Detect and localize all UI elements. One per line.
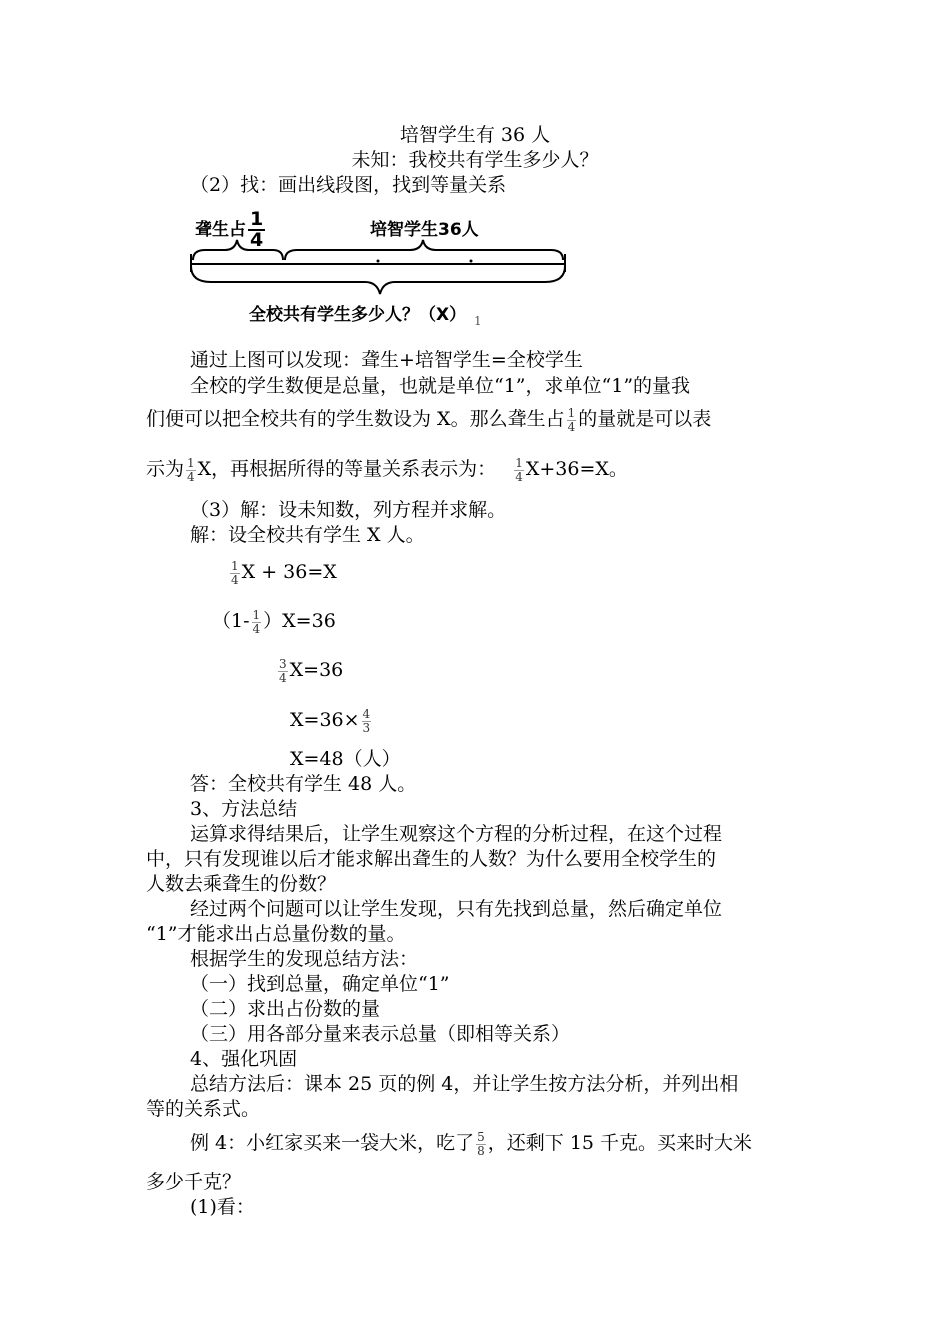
let-statement: 解：设全校共有学生 X 人。 [190, 524, 425, 546]
fraction-den: 4 [515, 469, 523, 484]
fraction-4-3 [362, 708, 372, 735]
summary-p1-l1: 运算求得结果后，让学生观察这个方程的分析过程，在这个过程 [190, 823, 723, 845]
equation-3-rest: X=36 [289, 659, 344, 681]
analysis-line-3 [146, 452, 628, 486]
analysis-line-2-a: 们便可以把全校共有的学生数设为 X。那么聋生占 [146, 408, 565, 430]
summary-p1-l3: 人数去乘聋生的份数？ [146, 873, 337, 895]
known-info: 培智学生有 36 人 [399, 124, 551, 146]
step2-heading: （2）找：画出线段图，找到等量关系 [190, 174, 507, 196]
equation-2-a: （1- [212, 610, 250, 632]
fraction-den: 8 [477, 1143, 485, 1158]
analysis-line-3-c: X+36=X。 [525, 458, 628, 480]
fraction-num: 1 [515, 455, 523, 470]
segment-dot [377, 260, 380, 263]
answer: 答：全校共有学生 48 人。 [190, 773, 417, 795]
reinforce-p1-l1: 总结方法后：课本 25 页的例 4，并让学生按方法分析，并列出相 [190, 1073, 739, 1095]
look-step: (1)看： [190, 1196, 255, 1218]
deaf-label: 聋生占 [195, 220, 246, 240]
total-label: 全校共有学生多少人？（X） [249, 305, 467, 325]
reinforce-p1-l2: 等的关系式。 [146, 1098, 261, 1120]
equation-2-b: ）X=36 [263, 610, 336, 632]
fraction-num: 1 [231, 558, 239, 573]
stray-mark: 1 [474, 314, 482, 328]
segment-dot [470, 260, 473, 263]
example-4-line-1 [190, 1126, 752, 1160]
fraction-num: 4 [362, 706, 371, 721]
fraction-1-4 [514, 457, 524, 484]
method-3: （三）用各部分量来表示总量（即相等关系） [190, 1023, 571, 1045]
summary-p3: 根据学生的发现总结方法： [190, 948, 419, 970]
line-segment-diagram [185, 202, 575, 332]
equation-1-rest: X + 36=X [241, 561, 337, 583]
deaf-fraction-den: 4 [250, 229, 264, 251]
equation-4 [290, 703, 373, 737]
deaf-fraction-num: 1 [250, 208, 264, 230]
summary-p2-l1: 经过两个问题可以让学生发现，只有先找到总量，然后确定单位 [190, 898, 723, 920]
section-4-title: 4、强化巩固 [190, 1048, 298, 1070]
fraction-den: 3 [362, 720, 371, 735]
section-3-title: 3、方法总结 [190, 798, 298, 820]
equation-2 [212, 604, 336, 638]
analysis-line-3-b: X，再根据所得的等量关系表示为： [197, 458, 497, 480]
deaf-brace [193, 240, 283, 260]
example-4-a: 例 4：小红家买来一袋大米，吃了 [190, 1132, 475, 1154]
finding-text: 通过上图可以发现：聋生+培智学生=全校学生 [190, 349, 583, 371]
method-1: （一）找到总量，确定单位“1” [190, 973, 450, 995]
equation-4-a: X=36× [290, 709, 360, 731]
fraction-3-4 [278, 658, 288, 685]
fraction-num: 5 [477, 1129, 485, 1144]
fraction-den: 4 [252, 621, 261, 636]
equation-3 [276, 653, 343, 687]
fraction-num: 1 [567, 405, 576, 420]
fraction-den: 4 [567, 419, 576, 434]
method-2: （二）求出占份数的量 [190, 998, 381, 1020]
analysis-line-1: 全校的学生数便是总量，也就是单位“1”，求单位“1”的量我 [190, 375, 691, 397]
fraction-num: 3 [279, 656, 287, 671]
fraction-1-4 [567, 407, 577, 434]
analysis-line-2-b: 的量就是可以表 [578, 408, 712, 430]
fraction-1-4 [252, 609, 262, 636]
fraction-den: 4 [231, 572, 239, 587]
fraction-1-4 [230, 560, 240, 587]
step3-heading: （3）解：设未知数，列方程并求解。 [190, 499, 507, 521]
fraction-5-8 [476, 1131, 486, 1158]
analysis-line-2 [146, 402, 711, 436]
fraction-num: 1 [187, 455, 195, 470]
equation-5: X=48（人） [290, 748, 401, 770]
equation-1 [228, 555, 337, 589]
fraction-1-4 [186, 457, 196, 484]
example-4-line-2: 多少千克？ [146, 1171, 242, 1193]
total-brace [191, 266, 565, 294]
fraction-den: 4 [279, 670, 287, 685]
analysis-line-3-a: 示为 [146, 458, 185, 480]
fraction-num: 1 [252, 607, 261, 622]
peizhi-label: 培智学生36人 [370, 220, 479, 240]
summary-p2-l2: “1”才能求出占总量份数的量。 [146, 923, 406, 945]
example-4-b: ，还剩下 15 千克。买来时大米 [487, 1132, 753, 1154]
peizhi-brace [285, 240, 563, 260]
summary-p1-l2: 中，只有发现谁以后才能求解出聋生的人数？为什么要用全校学生的 [146, 848, 717, 870]
unknown-info: 未知：我校共有学生多少人？ [351, 149, 599, 171]
fraction-den: 4 [187, 469, 195, 484]
